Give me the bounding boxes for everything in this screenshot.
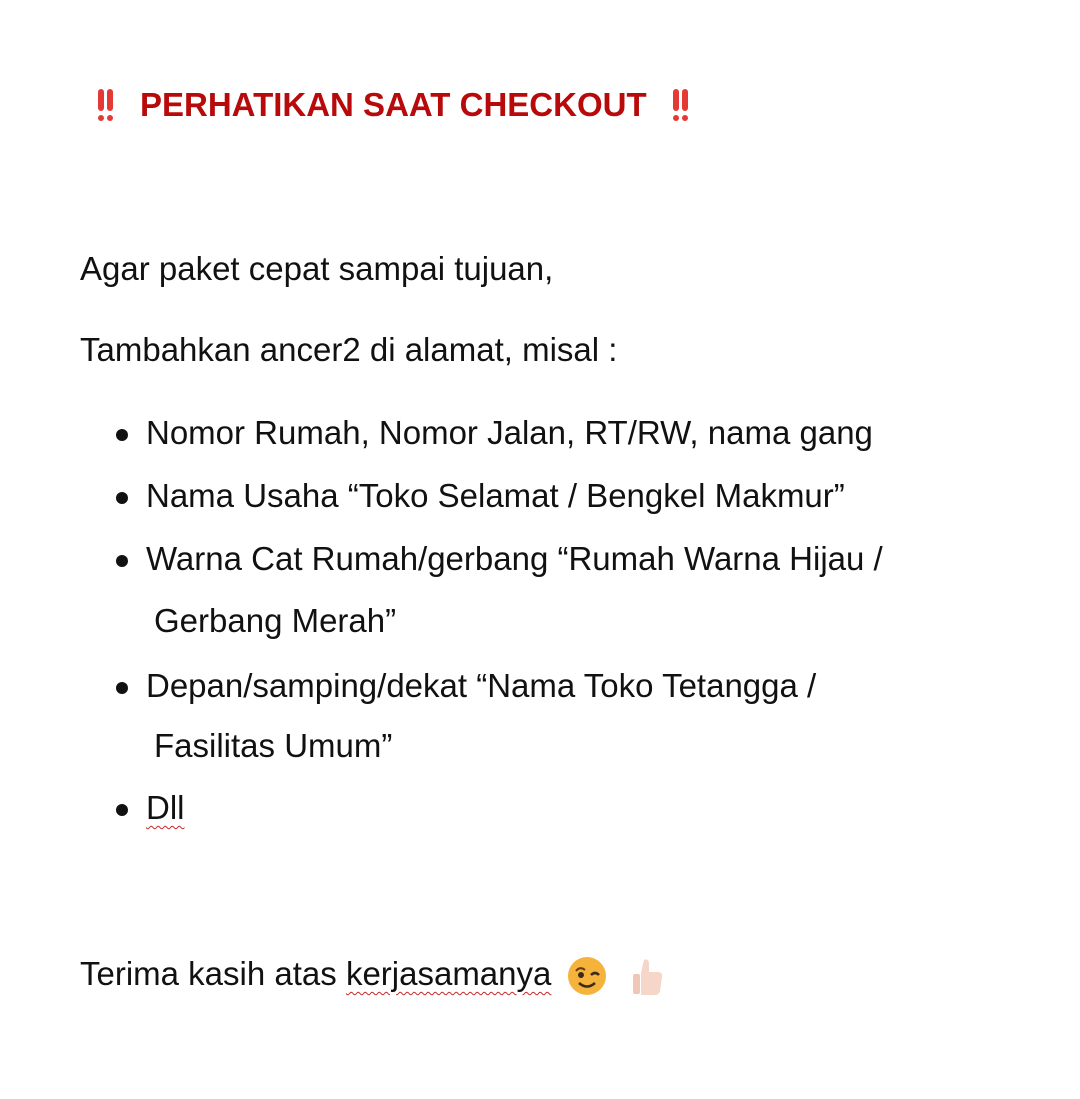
list-item: Nama Usaha “Toko Selamat / Bengkel Makmur” <box>146 477 845 514</box>
list-item: Depan/samping/dekat “Nama Toko Tetangga / <box>146 667 817 704</box>
closing-line <box>80 954 666 996</box>
list-item: Nomor Rumah, Nomor Jalan, RT/RW, nama gang <box>146 414 873 451</box>
closing-text: Terima kasih atas <box>80 955 346 992</box>
bullet-icon <box>116 492 128 504</box>
double-exclamation-icon <box>92 87 118 123</box>
list-item-continuation: Gerbang Merah” <box>154 602 397 639</box>
page-title <box>92 86 693 124</box>
list-item-continuation: Fasilitas Umum” <box>154 727 393 764</box>
intro-line-1: Agar paket cepat sampai tujuan, <box>80 250 554 287</box>
double-exclamation-icon <box>667 87 693 123</box>
list-item: Warna Cat Rumah/gerbang “Rumah Warna Hijau / <box>146 540 883 577</box>
list-item: Dll <box>146 789 185 826</box>
title-text: PERHATIKAN SAAT CHECKOUT <box>140 86 647 123</box>
bullet-icon <box>116 804 128 816</box>
bullet-icon <box>116 555 128 567</box>
intro-line-2: Tambahkan ancer2 di alamat, misal : <box>80 331 618 368</box>
misspelled-word: kerjasamanya <box>345 955 552 992</box>
thumbs-up-icon <box>630 956 666 996</box>
bullet-icon <box>116 429 128 441</box>
wink-face-icon <box>567 956 607 996</box>
bullet-icon <box>116 682 128 694</box>
